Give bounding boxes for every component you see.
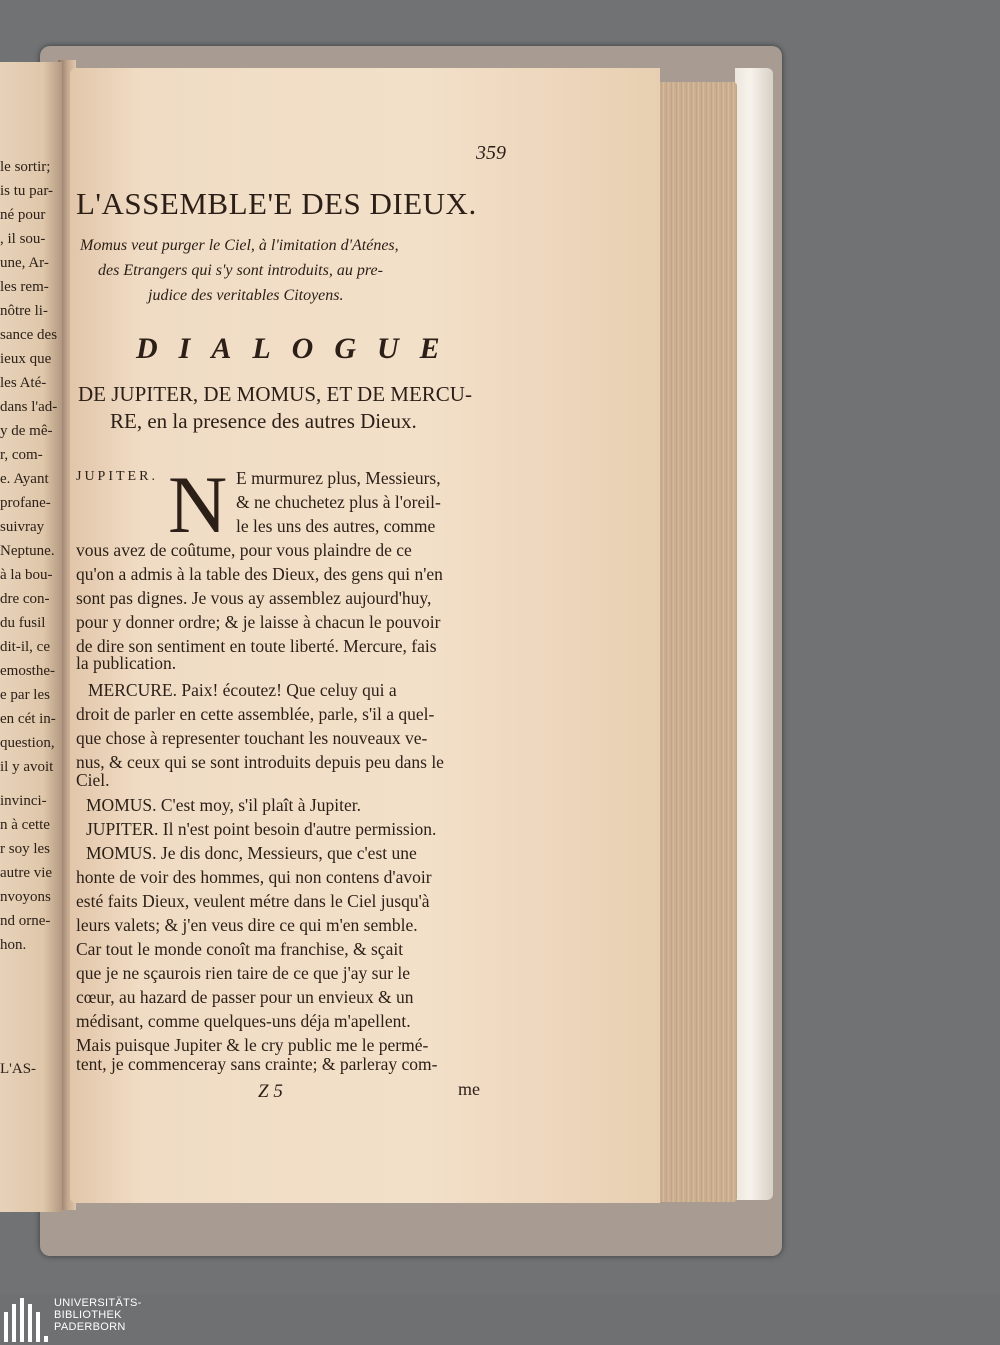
left-fragment: Neptune. <box>0 543 55 559</box>
body-line: esté faits Dieux, veulent métre dans le Ciel jusqu'à <box>76 891 430 911</box>
left-fragment: autre vie <box>0 865 53 881</box>
left-fragment: e. Ayant <box>0 471 49 487</box>
body-line: qu'on a admis à la table des Dieux, des gens qui n'en <box>76 564 443 584</box>
logo-text-line: UNIVERSITÄTS- <box>54 1297 142 1309</box>
body-line: leurs valets; & j'en veus dire ce qui m'en semble. <box>76 915 418 935</box>
body-line: vous avez de coûtume, pour vous plaindre de ce <box>76 540 412 560</box>
left-catchword: L'AS- <box>0 1061 37 1077</box>
left-fragment: une, Ar- <box>0 255 49 271</box>
left-fragment: ieux que <box>0 351 52 367</box>
left-fragment: n à cette <box>0 817 50 833</box>
left-fragment: y de mê- <box>0 423 53 439</box>
subheading-line: DE JUPITER, DE MOMUS, ET DE MERCU- <box>78 382 472 406</box>
signature-mark: Z 5 <box>258 1081 283 1102</box>
page-title: L'ASSEMBLE'E DES DIEUX. <box>76 186 477 221</box>
body-line: nus, & ceux qui se sont introduits depuis peu dans le <box>76 752 444 772</box>
body-line: Car tout le monde conoît ma franchise, & sçait <box>76 939 404 959</box>
body-line: de dire son sentiment en toute liberté. Mercure, fais <box>76 636 437 656</box>
argument-line: Momus veut purger le Ciel, à l'imitation d'Aténes, <box>80 237 399 254</box>
body-line: sont pas dignes. Je vous ay assemblez aujourd'huy, <box>76 588 432 608</box>
subheading-line: RE, en la presence des autres Dieux. <box>110 409 417 433</box>
left-fragment: sance des <box>0 327 58 343</box>
logo-text-line: BIBLIOTHEK <box>54 1309 122 1321</box>
left-fragment: les Até- <box>0 375 47 391</box>
body-line: que je ne sçaurois rien taire de ce que j'ay sur le <box>76 963 411 983</box>
body-line: MOMUS. C'est moy, s'il plaît à Jupiter. <box>86 795 361 815</box>
argument-line: des Etrangers qui s'y sont introduits, au pre- <box>98 262 383 279</box>
left-fragment: emosthe- <box>0 663 55 679</box>
left-fragment: dans l'ad- <box>0 399 58 415</box>
left-fragment: le sortir; <box>0 159 51 175</box>
left-fragment: nd orne- <box>0 913 51 929</box>
body-line: que chose à representer touchant les nouveaux ve- <box>76 728 428 748</box>
left-fragment: question, <box>0 735 55 751</box>
left-fragment: né pour <box>0 207 46 223</box>
body-line: JUPITER. Il n'est point besoin d'autre permission. <box>86 819 437 839</box>
left-fragment: is tu par- <box>0 183 54 199</box>
footer-bar <box>0 1295 1000 1345</box>
left-fragment: en cét in- <box>0 711 56 727</box>
left-fragment: il y avoit <box>0 759 54 775</box>
left-fragment: , il sou- <box>0 231 46 247</box>
library-logo-icon <box>4 1298 48 1342</box>
catchword: me <box>458 1079 480 1099</box>
body-line: tent, je commenceray sans crainte; & parleray com- <box>76 1054 438 1074</box>
page-number: 359 <box>476 142 506 164</box>
left-fragment: profane- <box>0 495 51 511</box>
left-page <box>0 62 62 1212</box>
left-fragment: suivray <box>0 519 45 535</box>
left-fragment: nôtre li- <box>0 303 48 319</box>
left-fragment: e par les <box>0 687 50 703</box>
page-edges <box>655 82 737 1202</box>
left-fragment: invinci- <box>0 793 47 809</box>
left-fragment: dre con- <box>0 591 50 607</box>
body-line: Mais puisque Jupiter & le cry public me le permé- <box>76 1035 429 1055</box>
left-fragment: du fusil <box>0 615 46 631</box>
body-line: médisant, comme quelques-uns déja m'apellent. <box>76 1011 411 1031</box>
body-line: la publication. <box>76 653 177 673</box>
logo-text-line: PADERBORN <box>54 1321 126 1333</box>
drop-cap: N <box>168 459 228 550</box>
left-fragment: hon. <box>0 937 27 953</box>
left-fragment: r soy les <box>0 841 50 857</box>
dialogue-heading: DIALOGUE <box>136 332 461 365</box>
body-line: cœur, au hazard de passer pour un envieux & un <box>76 987 414 1007</box>
body-line: MOMUS. Je dis donc, Messieurs, que c'est une <box>86 843 417 863</box>
body-line: & ne chuchetez plus à l'oreil- <box>236 492 441 512</box>
body-line: droit de parler en cette assemblée, parle, s'il a quel- <box>76 704 435 724</box>
body-line: Ciel. <box>76 770 110 790</box>
speaker-label: JUPITER. <box>76 469 158 484</box>
body-line: E murmurez plus, Messieurs, <box>236 468 441 488</box>
left-fragment: à la bou- <box>0 567 53 583</box>
body-line: pour y donner ordre; & je laisse à chacun le pouvoir <box>76 612 441 632</box>
left-fragment: dit-il, ce <box>0 639 50 655</box>
body-line: le les uns des autres, comme <box>236 516 436 536</box>
argument-line: judice des veritables Citoyens. <box>148 287 344 304</box>
left-fragment: nvoyons <box>0 889 51 905</box>
back-board <box>735 68 773 1200</box>
left-fragment: r, com- <box>0 447 43 463</box>
body-line: MERCURE. Paix! écoutez! Que celuy qui a <box>88 680 397 700</box>
body-line: honte de voir des hommes, qui non contens d'avoir <box>76 867 432 887</box>
left-fragment: les rem- <box>0 279 49 295</box>
